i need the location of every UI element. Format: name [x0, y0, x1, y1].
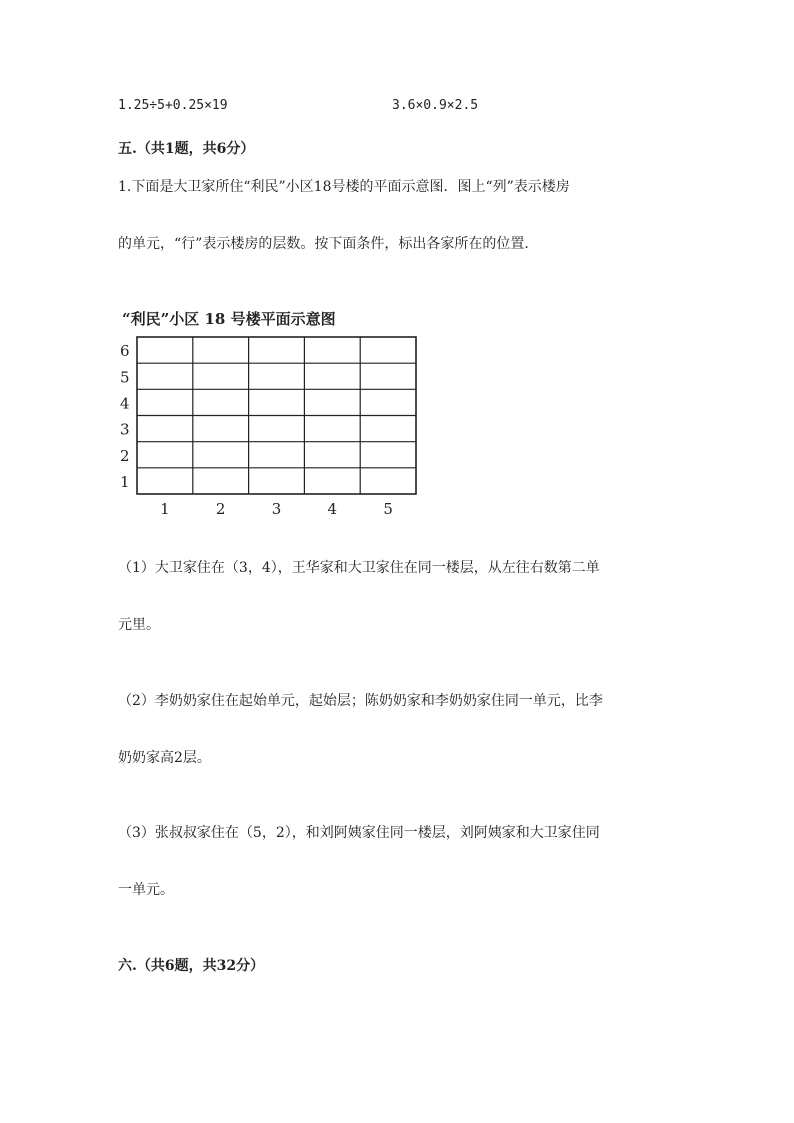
column-label: 2 — [215, 500, 226, 518]
row-label: 6 — [120, 342, 130, 361]
row-label: 1 — [120, 472, 130, 491]
row-label: 3 — [120, 420, 130, 439]
section-5-heading: 五.（共1题，共6分） — [118, 141, 255, 157]
condition-3-line-1: （3）张叔叔家住在（5，2），和刘阿姨家住同一楼层，刘阿姨家和大卫家住同 — [118, 825, 600, 841]
column-label: 5 — [383, 500, 393, 518]
column-label: 1 — [160, 500, 170, 518]
row-label: 2 — [120, 446, 130, 465]
condition-3-line-2: 一单元。 — [118, 882, 174, 898]
building-floor-plan-grid — [110, 302, 430, 524]
question-1-text-line-1: 1.下面是大卫家所住“利民”小区18号楼的平面示意图．图上“列”表示楼房 — [118, 179, 570, 195]
grid-lines — [137, 337, 416, 494]
calc-expression-1: 1.25÷5+0.25×19 — [118, 98, 228, 113]
condition-2-line-2: 奶奶家高2层。 — [118, 750, 211, 766]
section-6-heading: 六.（共6题，共32分） — [118, 958, 265, 974]
condition-1-line-1: （1）大卫家住在（3，4），王华家和大卫家住在同一楼层，从左往右数第二单 — [118, 560, 600, 576]
row-label: 4 — [120, 394, 130, 413]
calc-expression-2: 3.6×0.9×2.5 — [392, 98, 479, 113]
condition-1-line-2: 元里。 — [118, 617, 160, 633]
column-labels — [160, 500, 393, 518]
figure-title: “利民”小区 18 号楼平面示意图 — [122, 310, 336, 328]
column-label: 3 — [271, 500, 282, 518]
row-label: 5 — [120, 368, 130, 387]
column-label: 4 — [327, 500, 338, 518]
row-labels — [120, 342, 130, 491]
question-1-text-line-2: 的单元，“行”表示楼房的层数。按下面条件，标出各家所在的位置． — [118, 236, 539, 252]
condition-2-line-1: （2）李奶奶家住在起始单元，起始层；陈奶奶家和李奶奶家住同一单元，比李 — [118, 693, 603, 709]
